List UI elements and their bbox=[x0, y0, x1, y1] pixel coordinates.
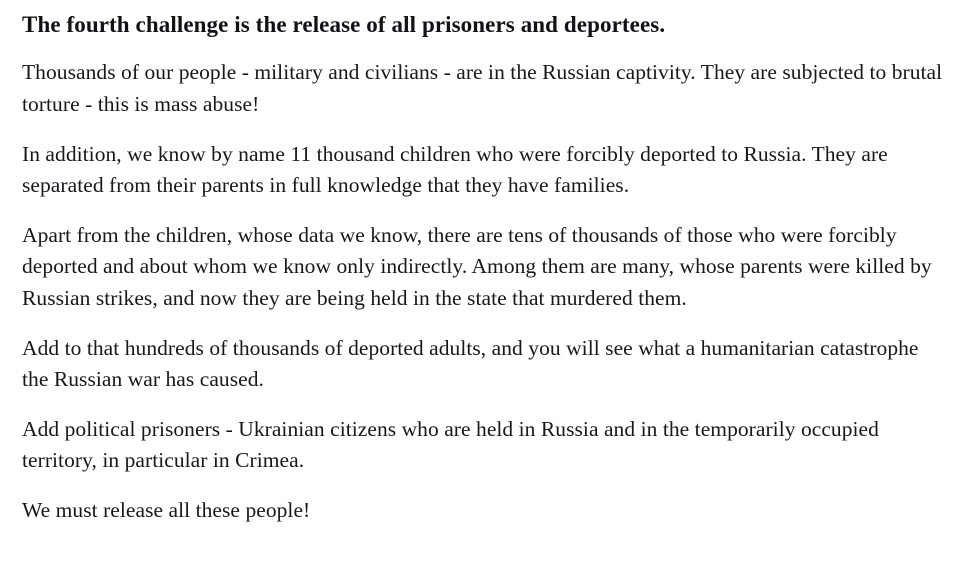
document-heading: The fourth challenge is the release of all prisoners and deportees. bbox=[22, 12, 666, 37]
paragraph-6: We must release all these people! bbox=[22, 497, 311, 522]
paragraph-4: Add to that hundreds of thousands of deported adults, and you will see what a humanitarian catastrophe the Russian war has caused. bbox=[22, 335, 919, 392]
paragraph-5: Add political prisoners - Ukrainian citizens who are held in Russia and in the temporarily occupied territory, in particular in Crimea. bbox=[22, 416, 879, 473]
paragraph-2: In addition, we know by name 11 thousand children who were forcibly deported to Russia. They are separated from their parents in full knowledge that they have families. bbox=[22, 141, 888, 198]
paragraph-1: Thousands of our people - military and civilians - are in the Russian captivity. They are subjected to brutal torture - this is mass abuse! bbox=[22, 60, 943, 116]
paragraph-3: Apart from the children, whose data we know, there are tens of thousands of those who were forcibly deported and about whom we know only indirectly. Among them are many, whose parents were killed by Russian strikes, and now they are being held in the state that murdered them. bbox=[22, 222, 932, 310]
